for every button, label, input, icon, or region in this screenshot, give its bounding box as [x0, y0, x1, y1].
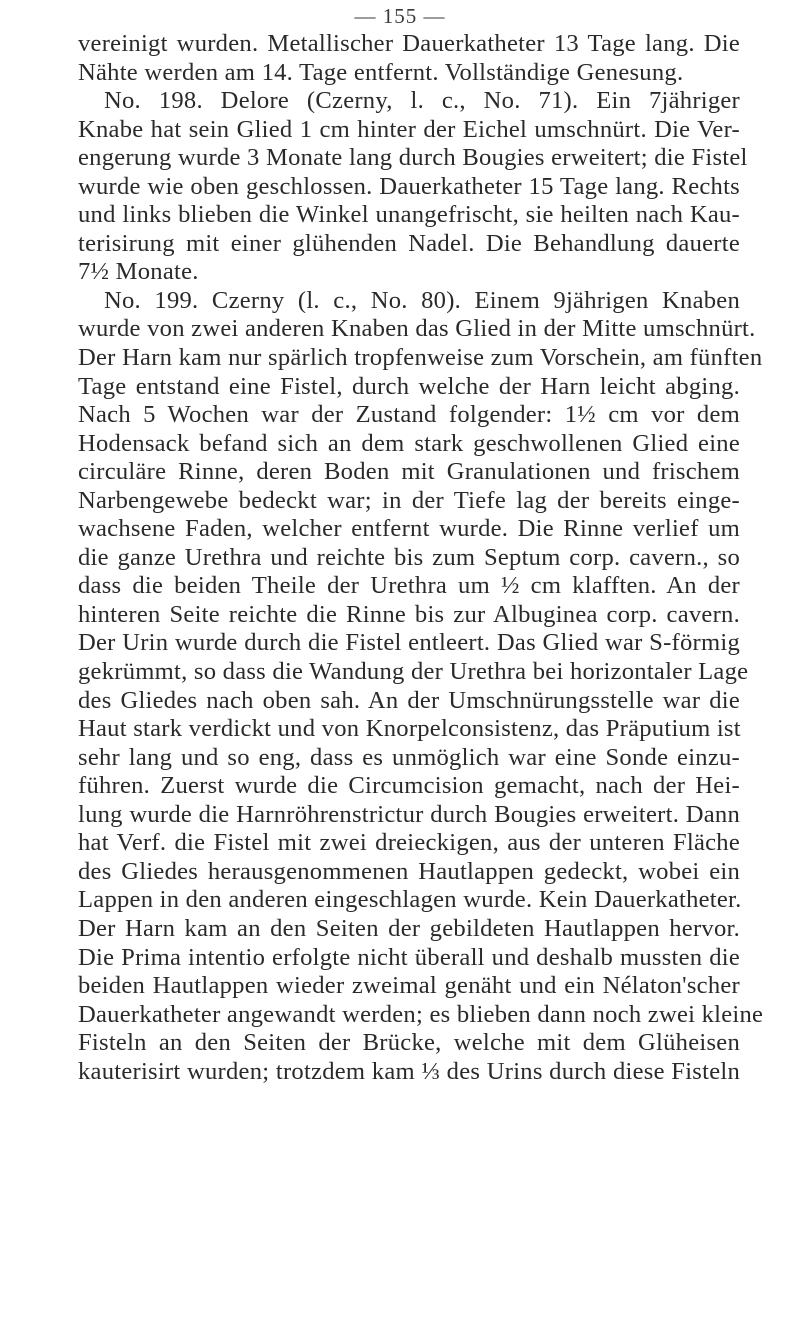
text-line: hat Verf. die Fistel mit zwei dreieckigen, aus der unteren Fläche	[78, 829, 740, 857]
text-line: wurde wie oben geschlossen. Dauerkatheter 15 Tage lang. Rechts	[78, 172, 740, 200]
text-line: No. 198. Delore (Czerny, l. c., No. 71). Ein 7jähriger	[104, 87, 740, 115]
text-line: Fisteln an den Seiten der Brücke, welche mit dem Glüheisen	[78, 1029, 740, 1057]
text-line: Nach 5 Wochen war der Zustand folgender: 1½ cm vor dem	[78, 401, 740, 429]
text-line: Die Prima intentio erfolgte nicht überall und deshalb mussten die	[78, 943, 740, 971]
text-line: Der Harn kam nur spärlich tropfenweise zum Vorschein, am fünften	[78, 344, 763, 372]
text-line: Der Harn kam an den Seiten der gebildeten Hautlappen hervor.	[78, 914, 740, 942]
text-line: Hodensack befand sich an dem stark geschwollenen Glied eine	[78, 429, 740, 457]
text-line: des Gliedes nach oben sah. An der Umschnürungsstelle war die	[78, 686, 740, 714]
text-line: circuläre Rinne, deren Boden mit Granulationen und frischem	[78, 458, 740, 486]
text-line: vereinigt wurden. Metallischer Dauerkatheter 13 Tage lang. Die	[78, 30, 740, 57]
text-line: beiden Hautlappen wieder zweimal genäht und ein Nélaton'scher	[78, 972, 740, 1000]
text-line: Dauerkatheter angewandt werden; es blieben dann noch zwei kleine	[78, 1000, 764, 1028]
text-line: sehr lang und so eng, dass es unmöglich war eine Sonde einzu-	[78, 743, 740, 771]
text-line: wurde von zwei anderen Knaben das Glied in der Mitte umschnürt.	[78, 315, 756, 343]
text-line: 7½ Monate.	[78, 258, 199, 286]
text-line: führen. Zuerst wurde die Circumcision gemacht, nach der Hei-	[78, 772, 740, 800]
text-line: Der Urin wurde durch die Fistel entleert. Das Glied war S-förmig	[78, 629, 740, 657]
text-line: hinteren Seite reichte die Rinne bis zur Albuginea corp. cavern.	[78, 600, 740, 628]
page-number: — 155 —	[354, 4, 446, 28]
text-line: Haut stark verdickt und von Knorpelconsistenz, das Präputium ist	[78, 715, 741, 743]
text-line: die ganze Urethra und reichte bis zum Septum corp. cavern., so	[78, 543, 740, 571]
text-line: kauterisirt wurden; trotzdem kam ⅓ des Urins durch diese Fisteln	[78, 1057, 740, 1085]
text-line: Narbengewebe bedeckt war; in der Tiefe lag der bereits einge-	[78, 486, 740, 514]
text-line: terisirung mit einer glühenden Nadel. Die Behandlung dauerte	[78, 229, 740, 257]
text-line: engerung wurde 3 Monate lang durch Bougies erweitert; die Fistel	[78, 144, 748, 172]
body-text	[78, 30, 764, 1086]
text-line: und links blieben die Winkel unangefrischt, sie heilten nach Kau-	[78, 201, 740, 229]
text-line: dass die beiden Theile der Urethra um ½ cm klafften. An der	[78, 572, 740, 600]
text-line: wachsene Faden, welcher entfernt wurde. Die Rinne verlief um	[78, 515, 740, 543]
text-line: Tage entstand eine Fistel, durch welche der Harn leicht abging.	[78, 372, 740, 400]
text-line: gekrümmt, so dass die Wandung der Urethra bei horizontaler Lage	[78, 658, 749, 686]
text-line: Nähte werden am 14. Tage entfernt. Vollständige Genesung.	[78, 58, 684, 86]
text-line: Knabe hat sein Glied 1 cm hinter der Eichel umschnürt. Die Ver-	[78, 115, 740, 143]
text-line: des Gliedes herausgenommenen Hautlappen gedeckt, wobei ein	[78, 857, 740, 885]
text-line: lung wurde die Harnröhrenstrictur durch Bougies erweitert. Dann	[78, 800, 740, 828]
text-line: No. 199. Czerny (l. c., No. 80). Einem 9jährigen Knaben	[104, 286, 740, 314]
text-line: Lappen in den anderen eingeschlagen wurde. Kein Dauerkatheter.	[78, 886, 742, 914]
